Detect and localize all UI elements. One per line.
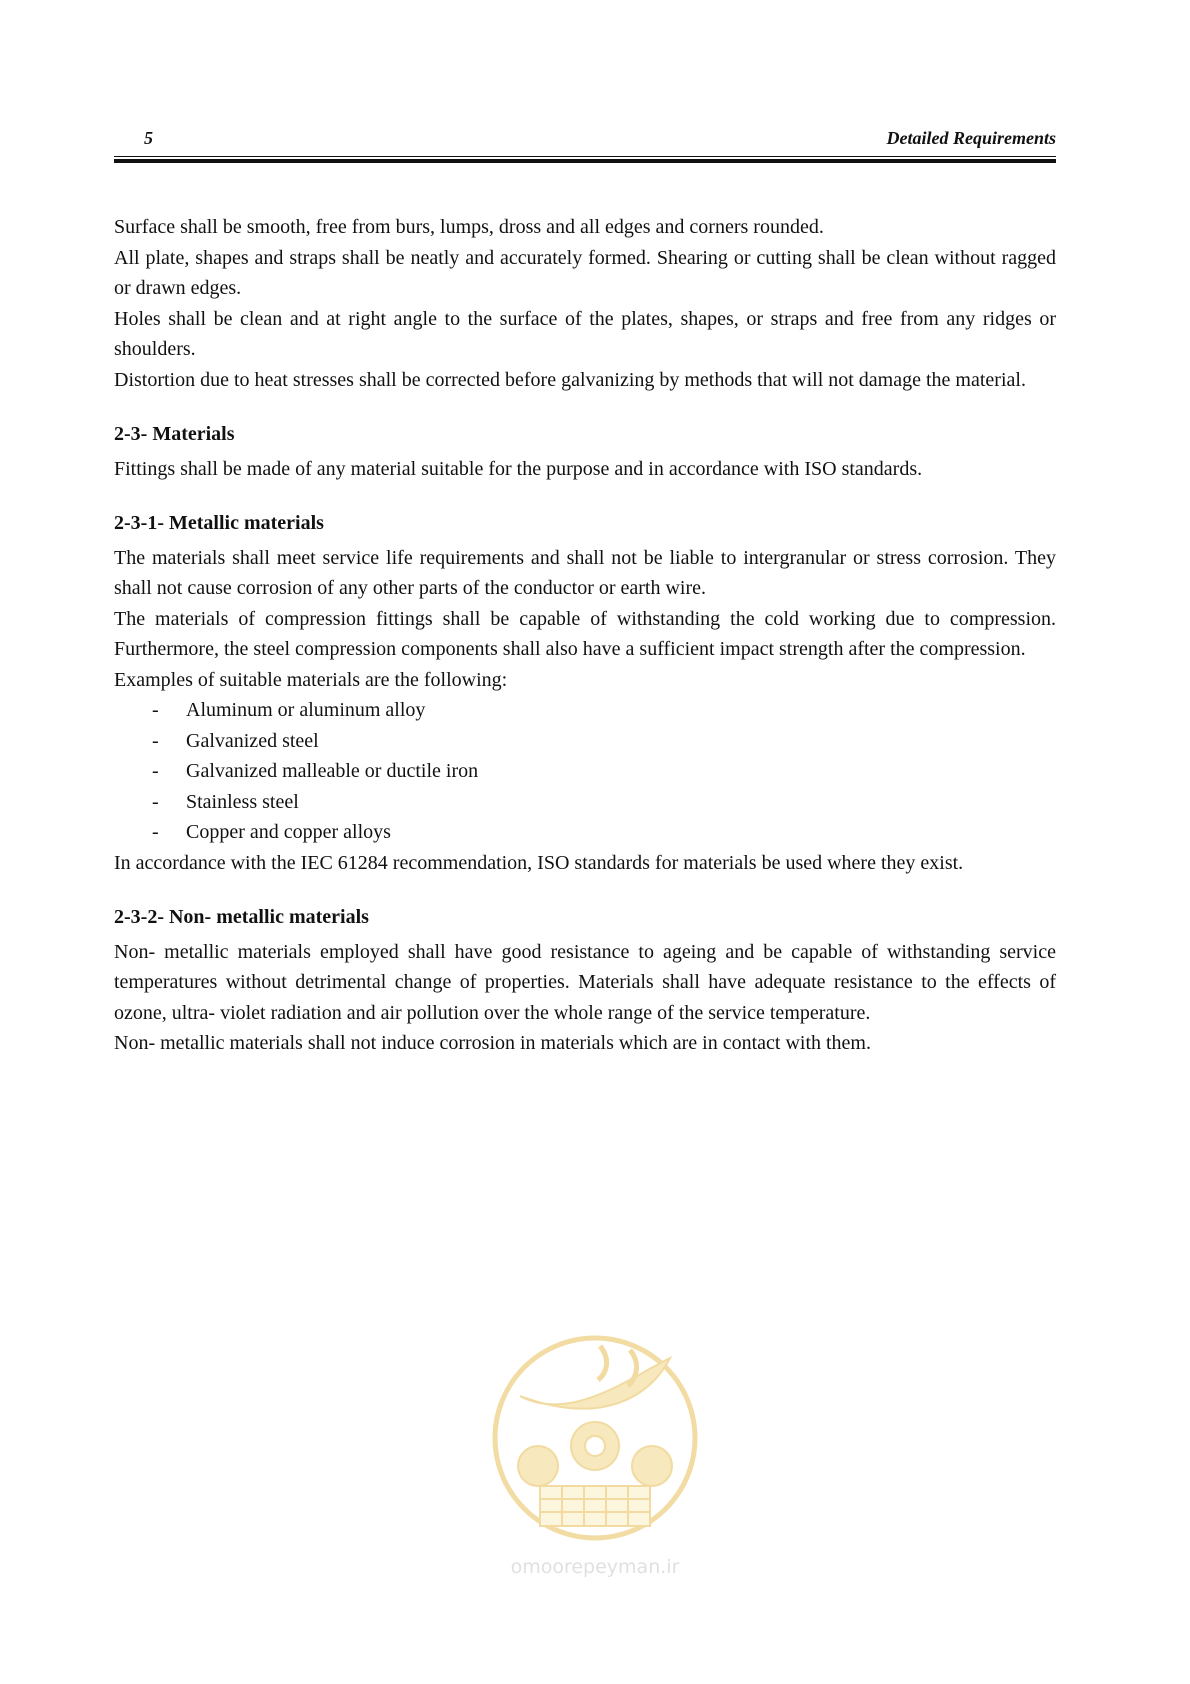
main-content [114, 212, 1056, 1059]
paragraph-holes: Holes shall be clean and at right angle to the surface of the plates, shapes, or straps and free from any ridges or shoulders. [114, 307, 1056, 360]
list-item-text: Stainless steel [186, 790, 299, 813]
header-rule-thick [114, 159, 1056, 163]
list-item-text: Copper and copper alloys [186, 821, 391, 843]
heading-metallic-materials: 2-3-1- Metallic materials [114, 512, 324, 534]
paragraph-ageing-resistance: Non- metallic materials employed shall have good resistance to ageing and be capable of withstanding service temperatures without detrimental change of properties. Materials shall have adequate resistance to the effects of ozone, ultra- violet radiation and air pollution over the whole range of the service temperature. [114, 940, 1056, 1024]
list-item [114, 756, 1056, 787]
list-bullet: - [152, 821, 159, 843]
paragraph-distortion: Distortion due to heat stresses shall be corrected before galvanizing by methods that will not damage the material. [114, 368, 1026, 391]
list-bullet: - [152, 729, 159, 752]
paragraph-plate-shapes: All plate, shapes and straps shall be neatly and accurately formed. Shearing or cutting shall be clean without ragged or drawn edges. [114, 246, 1056, 299]
list-item [114, 787, 1056, 818]
list-item-text: Aluminum or aluminum alloy [186, 699, 426, 721]
header-rule-thin [114, 156, 1056, 157]
page-header [114, 128, 1056, 156]
list-bullet: - [152, 790, 159, 813]
heading-materials: 2-3- Materials [114, 423, 235, 445]
list-bullet: - [152, 760, 159, 782]
paragraph-service-life: The materials shall meet service life requirements and shall not be liable to intergranular or stress corrosion. They shall not cause corrosion of any other parts of the conductor or earth wire. [114, 546, 1056, 599]
list-item-text: Galvanized steel [186, 729, 319, 752]
paragraph-surface: Surface shall be smooth, free from burs, lumps, dross and all edges and corners rounded. [114, 216, 824, 238]
list-item-text: Galvanized malleable or ductile iron [186, 760, 479, 782]
page-number: 5 [144, 128, 153, 148]
heading-nonmetallic-materials: 2-3-2- Non- metallic materials [114, 906, 369, 928]
list-item [114, 726, 1056, 757]
logo-seal-icon [480, 1328, 710, 1548]
watermark-logo [480, 1328, 710, 1588]
running-title: Detailed Requirements [886, 128, 1056, 148]
paragraph-iec-recommendation: In accordance with the IEC 61284 recommendation, ISO standards for materials be used where they exist. [114, 851, 964, 874]
list-item [114, 695, 1056, 726]
paragraph-examples-intro: Examples of suitable materials are the following: [114, 668, 508, 691]
paragraph-materials-body: Fittings shall be made of any material suitable for the purpose and in accordance with ISO standards. [114, 457, 923, 480]
list-bullet: - [152, 699, 159, 721]
paragraph-no-corrosion: Non- metallic materials shall not induce corrosion in materials which are in contact with them. [114, 1032, 871, 1054]
watermark-url: omoorepeyman.ir [510, 1556, 680, 1578]
materials-list [114, 695, 1056, 848]
list-item [114, 817, 1056, 848]
paragraph-compression: The materials of compression fittings shall be capable of withstanding the cold working due to compression. Furthermore, the steel compression components shall also have a sufficient impact strength after the compression. [114, 607, 1056, 660]
